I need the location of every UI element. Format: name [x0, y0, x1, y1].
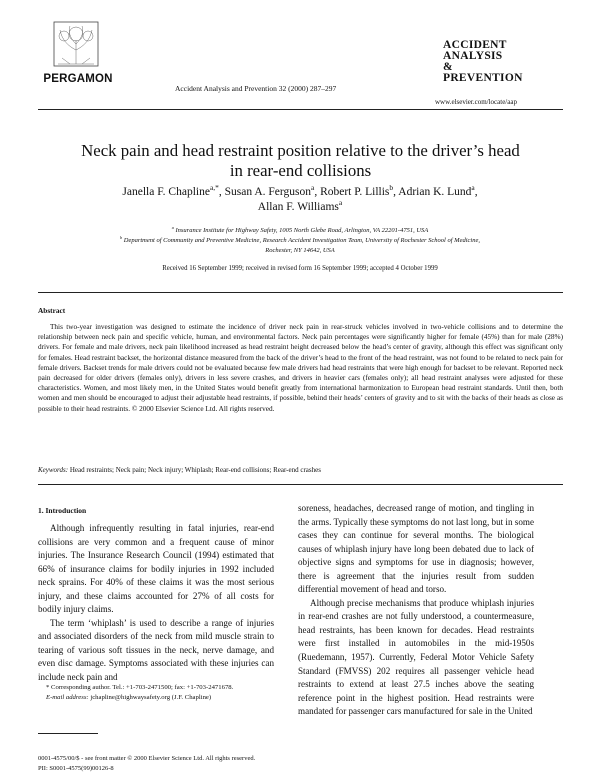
body-paragraph: Although infrequently resulting in fatal injuries, rear-end collisions are very common and a frequent cause of minor injuries. The Insurance Research Council (1994) estimated that 66% of insurance claims for bodily injuries in 1992 included neck sprains. For 40% of these claims it was the most serious injury, and these claims accounted for 27% of all costs for bodily injury claims. — [38, 523, 274, 615]
paper-title — [38, 141, 563, 181]
author-affil-mark: a — [471, 183, 475, 193]
body-paragraph: The term ‘whiplash’ is used to describe a range of injuries and associated disorders of the neck from mild muscle strain to tearing of various soft tissues in the neck, nerve damage, and even disc damage. Symptoms associated with these injuries can include neck pain and — [38, 617, 274, 683]
body-column-left — [38, 522, 274, 685]
affiliations — [40, 226, 560, 256]
affiliation-text: Insurance Institute for Highway Safety, 1005 North Glebe Road, Arlington, VA 22201-4751, USA — [175, 227, 429, 234]
affiliation-text: Rochester, NY 14642, USA — [265, 247, 335, 254]
section-heading: 1. Introduction — [38, 506, 87, 515]
pii-line: PII: S0001-4575(99)00126-8 — [38, 765, 114, 772]
abstract-text: This two-year investigation was designed to estimate the incidence of driver neck pain in rear-struck vehicles involved in two-vehicle collisions and to determine the relationship between neck pain and specific vehicle, human, and environmental factors. Neck pain percentages were significantly higher for female (45%) than for male (28%) drivers. For female and male drivers, neck pain likelihood increased as head restraint height decreased below the head’s center of gravity, although this effect was significant only for females. Head restraint backset, the horizontal distance measured from the back of the driver’s head to the front of the head restraint, was not found to be related to neck pain for female drivers. Backset trends for male drivers could not be evaluated because few male drivers had head restraints that were high enough for backset to be relevant. Reported neck pain decreased for older drivers (females only), drivers in less severe crashes, and drivers in heavier cars (females only); all head restraint analyses were adjusted for these characteristics. Women, and most likely men, in the United States would benefit greatly from international harmonization to European head restraint standards. Until then, both women and men should be encouraged to adjust their adjustable head restraints, if possible, behind their heads’ centers of gravity and to sit with the backs of their heads as close as possible to their head restraints. © 2000 Elsevier Science Ltd. All rights reserved. — [38, 323, 563, 413]
body-paragraph: soreness, headaches, decreased range of motion, and tingling in the arms. Typically these symptoms do not last long, but in some cases they can continue for several months. The biological causes of whiplash injury have long been debated due to lack of objective signs and symptoms for use in diagnosis; however, there is agreement that the injuries result from sudden differential movement of head and torso. — [298, 503, 534, 595]
journal-url[interactable]: www.elsevier.com/locate/aap — [435, 98, 517, 106]
title-line: Neck pain and head restraint position relative to the driver’s head — [81, 141, 520, 160]
journal-logo-line: PREVENTION — [443, 72, 523, 84]
publisher-logo-emblem — [40, 20, 112, 70]
author-list: Janella F. Chapline$^{a,*}$, Susan A. Ferguson$^a$, Robert P. Lillis$^b$, Adrian K. Lund$^a$, Allan F. Williams$^a$ — [122, 183, 478, 213]
keywords — [38, 466, 321, 474]
journal-logo-line: ACCIDENT — [443, 39, 507, 51]
body-column-right — [298, 502, 534, 719]
author-name: Robert P. Lillis — [320, 186, 390, 198]
author-affil-mark: a — [338, 198, 343, 208]
copyright-line: 0001-4575/00/$ - see front matter © 2000 Elsevier Science Ltd. All rights reserved. — [38, 755, 256, 762]
journal-logo — [443, 40, 523, 84]
affiliation — [40, 236, 560, 246]
affiliation — [40, 246, 560, 256]
keywords-label: Keywords: — [38, 466, 69, 474]
affil-mark: b — [120, 234, 123, 240]
publisher-name: PERGAMON — [43, 73, 113, 85]
copyright-info — [38, 754, 255, 774]
corresponding-author: * Corresponding author. Tel.: +1-703-2471500; fax: +1-703-2471678. — [46, 684, 234, 691]
author-name: Janella F. Chapline — [122, 186, 210, 198]
body-paragraph: Although precise mechanisms that produce whiplash injuries in rear-end crashes are not fully understood, a countermeasure, head restraints, has been known for decades. Head restraints were first installed in automobiles in the mid-1950s (Ruedemann, 1957). Currently, Federal Motor Vehicle Safety Standard (FMVSS) 202 requires all passenger vehicle head restraints to extend at least 27.5 inches above the seating reference point in the highest position. Head restraints were mandated for passenger cars manufactured for sale in the United — [298, 597, 534, 717]
keywords-rule — [38, 484, 563, 485]
title-line: in rear-end collisions — [229, 161, 372, 180]
header-rule — [38, 109, 563, 110]
journal-logo-line: & — [443, 61, 453, 73]
email-address[interactable]: jchapline@highwaysafety.org (J.F. Chapline) — [90, 694, 212, 701]
author-name: Adrian K. Lund — [398, 186, 472, 198]
footnote — [38, 683, 274, 703]
affil-mark: a — [171, 224, 174, 230]
affiliation — [40, 226, 560, 236]
author-affil-mark: a — [311, 183, 315, 193]
keywords-text: Head restraints; Neck pain; Neck injury; Whiplash; Rear-end collisions; Rear-end crashes — [69, 466, 321, 474]
journal-logo-line: ANALYSIS — [443, 50, 503, 62]
affiliation-text: Department of Community and Preventive Medicine, Research Accident Investigation Team, University of Rochester School of Medicine, — [123, 237, 480, 244]
footnote-rule — [38, 733, 98, 734]
journal-citation: Accident Analysis and Prevention 32 (2000) 287–297 — [175, 84, 337, 93]
author-name: Susan A. Ferguson — [224, 186, 311, 198]
received-dates: Received 16 September 1999; received in revised form 16 September 1999; accepted 4 October 1999 — [162, 265, 438, 272]
author-affil-mark: a,* — [209, 183, 219, 193]
abstract-rule — [38, 292, 563, 293]
email-label: E-mail address: — [46, 694, 89, 701]
author-name: Allan F. Williams — [257, 201, 339, 213]
author-affil-mark: b — [389, 183, 394, 193]
abstract-heading: Abstract — [38, 306, 66, 315]
